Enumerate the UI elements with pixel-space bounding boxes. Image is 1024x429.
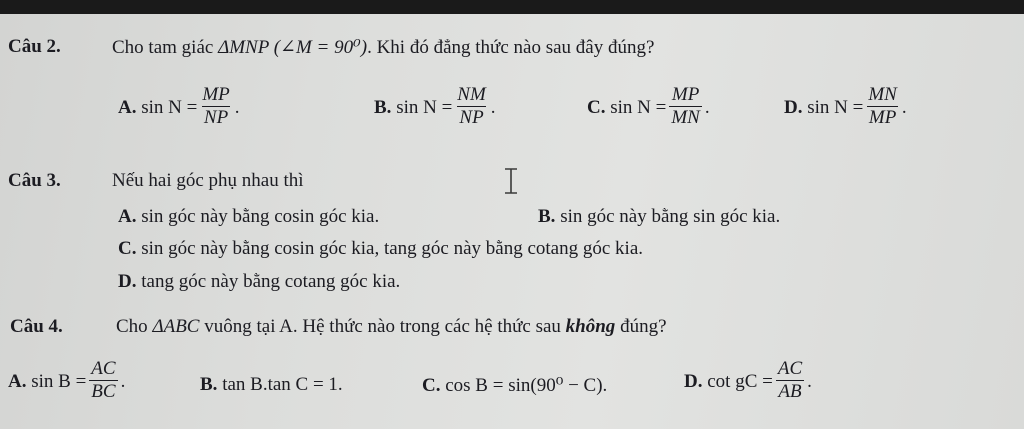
q4-option-c-label: C.: [422, 375, 441, 396]
q2-option-a-tail: .: [234, 96, 240, 118]
question-2-stem-start: Cho tam giác: [112, 37, 219, 58]
question-2-triangle: ΔMNP (∠M = 90⁰): [218, 37, 368, 58]
q2-option-d-label: D.: [784, 96, 803, 118]
q2-option-c-denominator: MN: [671, 107, 700, 128]
question-2-stem: [112, 36, 654, 59]
q3-option-d-text: tang góc này bằng cotang góc kia.: [141, 271, 401, 292]
q4-option-d: [684, 360, 812, 405]
q2-option-d-lhs: sin N =: [807, 96, 864, 118]
q4-option-b-label: B.: [200, 374, 218, 395]
q2-option-c-lhs: sin N =: [610, 96, 667, 118]
q4-option-b: [200, 374, 343, 396]
q2-option-a-denominator: NP: [203, 107, 229, 128]
q2-option-d-numerator: MN: [868, 84, 897, 105]
q4-option-d-tail: .: [807, 370, 812, 392]
q4-option-d-fraction: [776, 358, 804, 403]
question-3-label: Câu 3.: [8, 170, 61, 191]
q4-option-d-denominator: AB: [778, 381, 802, 402]
q3-option-c: [118, 238, 643, 260]
q4-option-d-numerator: AC: [777, 358, 803, 379]
q4-option-a-lhs: sin B =: [31, 370, 87, 392]
q2-option-d-fraction: [866, 84, 899, 129]
q3-option-c-text: sin góc này bằng cosin góc kia, tang góc này bằng cotang góc kia.: [141, 238, 644, 259]
q3-option-b-label: B.: [538, 206, 556, 227]
q2-option-b-tail: .: [490, 96, 496, 118]
q3-option-c-label: C.: [118, 238, 137, 259]
q4-option-a: [8, 360, 125, 405]
question-4-label: Câu 4.: [10, 316, 63, 337]
question-4-triangle: ΔABC: [152, 316, 200, 337]
q2-option-b-denominator: NP: [459, 107, 484, 128]
q4-option-d-label: D.: [684, 370, 703, 392]
q2-option-c-tail: .: [704, 96, 710, 118]
question-4-emphasis: không: [565, 316, 616, 337]
q4-option-a-label: A.: [8, 370, 27, 392]
q2-option-c-label: C.: [587, 96, 606, 118]
q3-option-b-text: sin góc này bằng sin góc kia.: [560, 206, 781, 227]
q2-option-c-fraction: [669, 84, 702, 129]
q3-option-a-text: sin góc này bằng cosin góc kia.: [141, 206, 380, 227]
q2-option-b-numerator: NM: [457, 84, 486, 105]
question-4-stem-middle: vuông tại A. Hệ thức nào trong các hệ thức sau: [199, 316, 566, 337]
q2-option-b: [374, 86, 496, 131]
q4-option-a-tail: .: [120, 370, 126, 392]
q3-option-d: [118, 271, 400, 293]
document-page: [0, 14, 1024, 429]
q2-option-a-label: A.: [118, 96, 137, 118]
q2-option-d: [784, 86, 907, 131]
question-2-stem-end: . Khi đó đẳng thức nào sau đây đúng?: [367, 37, 655, 58]
q2-option-c: [587, 86, 710, 131]
q2-option-b-fraction: [455, 84, 488, 129]
question-4-stem: [116, 316, 667, 338]
q4-option-c-text: cos B = sin(90⁰ − C).: [445, 375, 608, 396]
question-4-stem-start: Cho: [116, 316, 153, 337]
q3-option-a-label: A.: [118, 206, 137, 227]
q2-option-d-denominator: MP: [868, 107, 897, 128]
q2-option-a-lhs: sin N =: [141, 96, 198, 118]
q4-option-a-fraction: [89, 358, 117, 403]
q2-option-d-tail: .: [901, 96, 907, 118]
q2-option-c-numerator: MP: [671, 84, 700, 105]
q4-option-d-lhs: cot gC =: [707, 370, 773, 392]
q4-option-a-denominator: BC: [91, 381, 116, 402]
text-cursor-icon: [503, 168, 519, 194]
question-4-stem-end: đúng?: [615, 316, 667, 337]
q4-option-b-text: tan B.tan C = 1.: [222, 374, 343, 395]
q2-option-b-lhs: sin N =: [396, 96, 453, 118]
q3-option-d-label: D.: [118, 271, 137, 292]
q4-option-c: [422, 374, 607, 397]
question-3-stem: Nếu hai góc phụ nhau thì: [112, 170, 304, 191]
q2-option-a: [118, 86, 240, 131]
q3-option-a: [118, 206, 379, 228]
q4-option-a-numerator: AC: [91, 358, 116, 379]
q3-option-b: [538, 206, 780, 228]
q2-option-a-numerator: MP: [202, 84, 230, 105]
q2-option-b-label: B.: [374, 96, 392, 118]
question-2-label: Câu 2.: [8, 36, 61, 57]
q2-option-a-fraction: [200, 84, 231, 129]
